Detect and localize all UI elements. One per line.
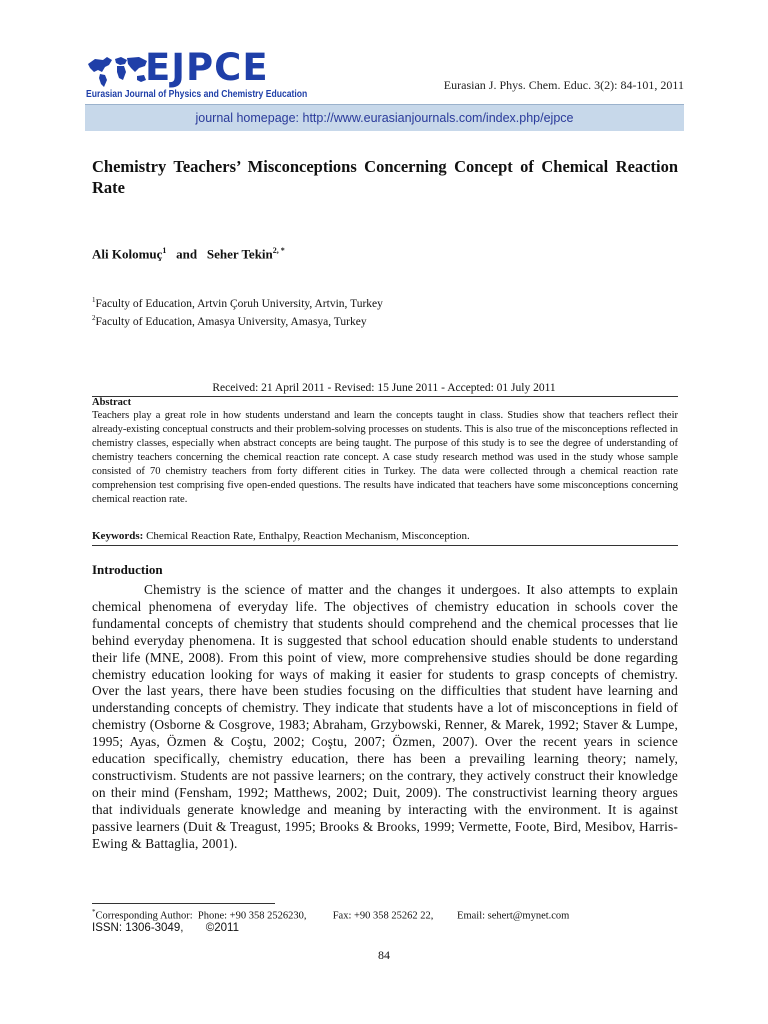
divider (92, 396, 678, 397)
footnote-marker: * (92, 908, 96, 916)
introduction-paragraph: Chemistry is the science of matter and the changes it undergoes. It also attempts to explain chemical phenomena of everyday life. The objectives of chemistry education in schools cover the fundamental concepts of chemistry that students should comprehend and the chemical processes that lie behind everyday phenomena. It is suggested that school education should enable students to understand their life (MNE, 2008). From this point of view, more comprehensive studies should be done regarding chemistry education looking for ways of making it easier for students to grasp concepts of chemistry. Over the last years, there have been studies focusing on the difficulties that student have learning and understanding concepts of chemistry. They indicate that students have a lot of misconceptions in field of chemistry (Osborne & Cosgrove, 1983; Abraham, Grzybowski, Renner, & Marek, 1992; Staver & Lumpe, 1995; Ayas, Özmen & Coştu, 2002; Coştu, 2007; Özmen, 2007). Over the recent years in science education specifically, chemistry education, there has been a prevailing learning theory; namely, constructivism. Students are not passive learners; on the contrary, they actively construct their knowledge on their mind (Fensham, 1992; Matthews, 2002; Duit, 2009). The constructivist learning theory argues that individuals generate knowledge and meaning by interacting with the environment. It is against passive learners (Duit & Treagust, 1995; Brooks & Brooks, 1999; Vermette, Foote, Bird, Mesibov, Harris-Ewing & Battaglia, 2001). (92, 582, 678, 851)
article-title: Chemistry Teachers’ Misconceptions Concerning Concept of Chemical Reaction Rate (92, 157, 678, 197)
divider (92, 545, 678, 546)
affiliation-text: Faculty of Education, Artvin Çoruh University, Artvin, Turkey (95, 297, 383, 310)
affiliation (92, 314, 367, 328)
journal-citation: Eurasian J. Phys. Chem. Educ. 3(2): 84-101, 2011 (443, 78, 684, 92)
author-affiliation-marker: 1 (162, 246, 167, 255)
keywords-text: Chemical Reaction Rate, Enthalpy, Reaction Mechanism, Misconception. (146, 530, 470, 542)
author-conjunction: and (176, 246, 198, 262)
author-list (92, 246, 285, 262)
journal-homepage-link[interactable]: journal homepage: http://www.eurasianjournals.com/index.php/ejpce (195, 111, 574, 125)
page-number: 84 (378, 948, 390, 962)
affiliation-text: Faculty of Education, Amasya University, Amasya, Turkey (95, 315, 367, 328)
logo-wordmark: EJPCE (145, 46, 269, 89)
journal-logo (85, 46, 308, 107)
keywords (92, 530, 470, 542)
abstract-text: Teachers play a great role in how students understand and learn the concepts taught in class. Studies show that teachers reflect their already-existing conceptual constructs and their problem-solving processes on students. This is also true of the misconceptions reflected in chemistry classes, especially when abstract concepts are being taught. The purpose of this study is to see the degree of understanding of chemistry teachers concerning the chemical reaction rate concept. A case study research method was used in the study whose sample consisted of 70 chemistry teachers from forty different cities in Turkey. The data were collected through a chemical reaction rate comprehension test comprising five open-ended questions. The results have indicated that teachers have some misconceptions concerning chemical reaction rate. (92, 410, 678, 505)
author-affiliation-marker: 2, * (272, 246, 285, 255)
issn-line: ISSN: 1306-3049, ©2011 (92, 922, 239, 934)
affiliation-marker: 1 (92, 296, 96, 304)
footnote-rule (92, 903, 275, 904)
abstract-heading: Abstract (92, 397, 132, 408)
keywords-label: Keywords: (92, 530, 144, 542)
footnote-text: Corresponding Author: Phone: +90 358 2526230, Fax: +90 358 25262 22, Email: sehert@mynet.com (95, 910, 570, 922)
affiliation-marker: 2 (92, 314, 96, 322)
logo-subtitle: Eurasian Journal of Physics and Chemistry Education (86, 89, 308, 100)
corresponding-author-footnote (92, 908, 569, 922)
journal-homepage-bar[interactable] (85, 104, 684, 131)
affiliation (92, 296, 383, 310)
author-name: Ali Kolomuç (92, 246, 163, 262)
submission-dates: Received: 21 April 2011 - Revised: 15 June 2011 - Accepted: 01 July 2011 (212, 382, 556, 394)
world-map-icon (85, 54, 151, 88)
author-name: Seher Tekin (206, 246, 273, 262)
section-heading: Introduction (92, 562, 163, 577)
